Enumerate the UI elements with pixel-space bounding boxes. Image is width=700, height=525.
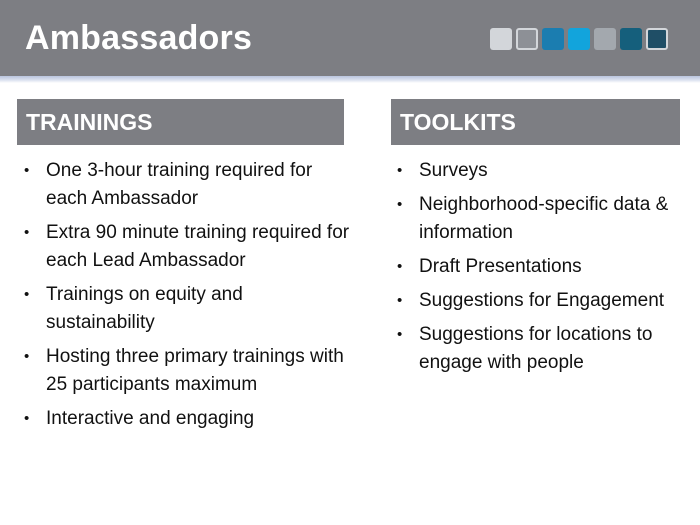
square-dark-outline (646, 28, 668, 50)
bullet-icon: • (397, 326, 403, 343)
slide-title: Ambassadors (25, 19, 253, 57)
square-outline-gray (516, 28, 538, 50)
list-item (24, 157, 354, 213)
list-item-text: Extra 90 minute training required for each Lead Ambassador (46, 222, 350, 271)
square-dark-teal (620, 28, 642, 50)
decorative-squares (490, 28, 668, 50)
list-item (397, 191, 687, 247)
title-bar (0, 0, 700, 76)
trainings-list (24, 157, 354, 439)
list-item-text: Interactive and engaging (46, 408, 255, 429)
list-item-text: Surveys (419, 160, 488, 181)
trainings-header: TRAININGS (17, 99, 344, 145)
list-item-text: Trainings on equity and sustainability (46, 284, 243, 333)
list-item (397, 157, 687, 185)
list-item-text: Suggestions for locations to engage with people (419, 324, 653, 373)
list-item-text: Draft Presentations (419, 256, 582, 277)
list-item (397, 253, 687, 281)
list-item-text: Neighborhood-specific data & information (419, 194, 669, 243)
list-item (24, 281, 354, 337)
list-item (397, 287, 687, 315)
bullet-icon: • (24, 410, 30, 427)
square-teal (542, 28, 564, 50)
list-item (397, 321, 687, 377)
bullet-icon: • (24, 224, 30, 241)
bullet-icon: • (24, 286, 30, 303)
toolkits-header: TOOLKITS (391, 99, 680, 145)
list-item (24, 219, 354, 275)
square-cyan (568, 28, 590, 50)
bullet-icon: • (397, 292, 403, 309)
list-item-text: Suggestions for Engagement (419, 290, 665, 311)
list-item-text: One 3-hour training required for each Ambassador (46, 160, 313, 209)
list-item-text: Hosting three primary trainings with 25 participants maximum (46, 346, 344, 395)
square-slate (594, 28, 616, 50)
square-light-gray (490, 28, 512, 50)
bullet-icon: • (397, 258, 403, 275)
list-item (24, 405, 354, 433)
bullet-icon: • (24, 348, 30, 365)
bullet-icon: • (397, 162, 403, 179)
toolkits-list (397, 157, 687, 383)
list-item (24, 343, 354, 399)
bullet-icon: • (24, 162, 30, 179)
bullet-icon: • (397, 196, 403, 213)
title-underline (0, 76, 700, 83)
